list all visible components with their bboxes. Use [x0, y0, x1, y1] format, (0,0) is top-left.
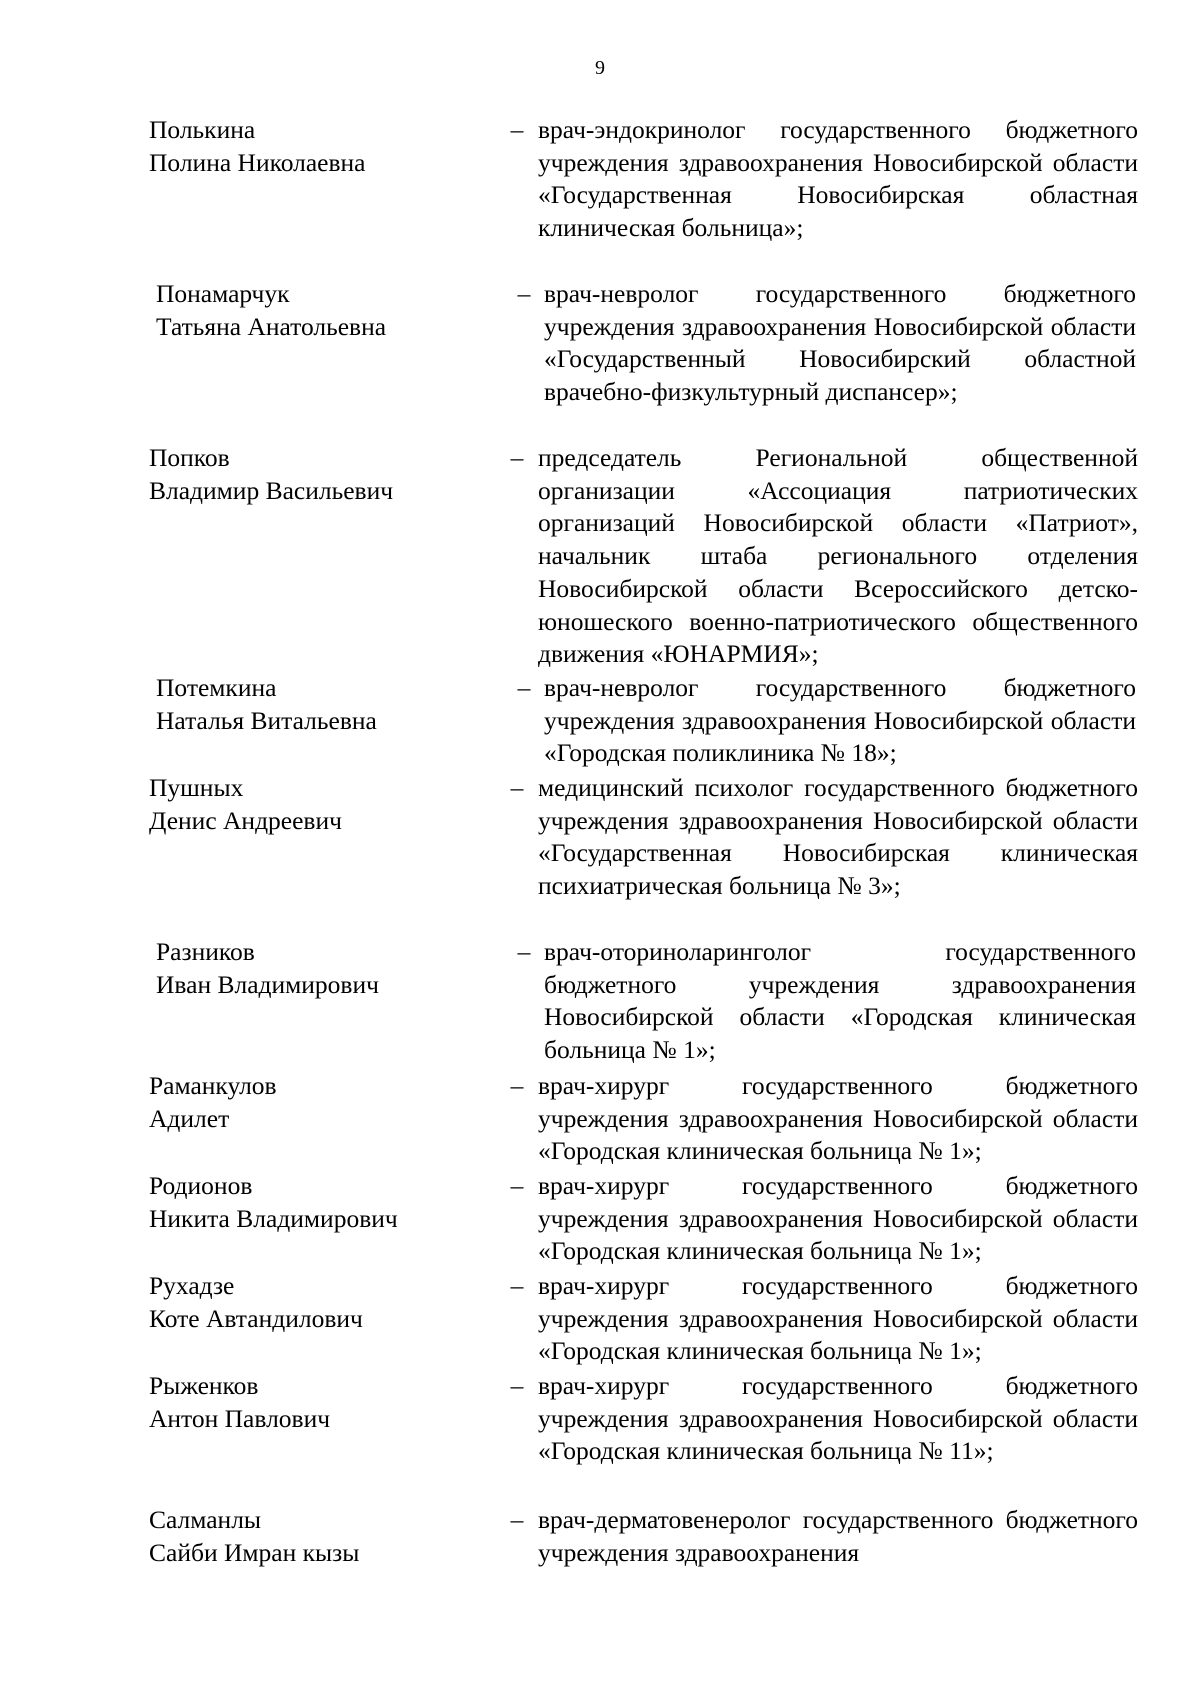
surname: Рухадзе [149, 1271, 235, 1300]
given-names: Коте Автандилович [149, 1303, 363, 1333]
dash-separator: – [510, 1505, 524, 1534]
list-item [0, 278, 1200, 438]
person-name [149, 1170, 479, 1235]
surname: Потемкина [156, 673, 277, 702]
given-names: Антон Павлович [149, 1403, 331, 1433]
person-name [149, 1504, 479, 1569]
dash-separator: – [517, 937, 531, 966]
dash-separator: – [510, 1171, 524, 1200]
position-description: врач-дерматовенеролог государственного бюджетного учреждения здравоохранения [538, 1505, 1138, 1567]
surname: Разников [156, 937, 255, 966]
position-description: врач-хирург государственного бюджетного учреждения здравоохранения Новосибирской области «Городская клиническая больница № 1»; [538, 1171, 1138, 1266]
dash-separator: – [510, 1371, 524, 1400]
surname: Рыженков [149, 1371, 259, 1400]
list-item [0, 442, 1200, 668]
position-description: врач-невролог государственного бюджетного учреждения здравоохранения Новосибирской области «Государственный Новосибирский областной врачебно-физкультурный диспансер»; [544, 279, 1136, 407]
given-names: Полина Николаевна [149, 147, 366, 177]
person-name [156, 672, 486, 737]
position-description: председатель Региональной общественной организации «Ассоциация патриотических организаций Новосибирской области «Патриот», начальник штаба регионального отделения Новосибирской области Всероссийского детско-юношеского военно-патриотического общественного движения «ЮНАРМИЯ»; [538, 443, 1138, 669]
list-item [0, 672, 1200, 768]
surname: Родионов [149, 1171, 253, 1200]
position-description: врач-оториноларинголог государственного бюджетного учреждения здравоохранения Новосибирской области «Городская клиническая больница № 1»; [544, 937, 1136, 1065]
person-name [149, 1070, 479, 1135]
list-item [0, 772, 1200, 932]
surname: Понамарчук [156, 279, 290, 308]
dash-separator: – [510, 443, 524, 472]
given-names: Сайби Имран кызы [149, 1537, 360, 1567]
dash-separator: – [510, 1271, 524, 1300]
given-names: Адилет [149, 1103, 230, 1133]
dash-separator: – [510, 773, 524, 802]
given-names: Иван Владимирович [156, 969, 379, 999]
member-list [0, 114, 1200, 1574]
dash-separator: – [517, 279, 531, 308]
given-names: Татьяна Анатольевна [156, 311, 387, 341]
surname: Раманкулов [149, 1071, 277, 1100]
list-item [0, 1070, 1200, 1166]
person-name [149, 772, 479, 837]
person-name [149, 114, 479, 179]
surname: Салманлы [149, 1505, 262, 1534]
given-names: Наталья Витальевна [156, 705, 377, 735]
list-item [0, 1504, 1200, 1570]
person-name [156, 936, 486, 1001]
list-item [0, 936, 1200, 1066]
list-item [0, 1270, 1200, 1366]
position-description: врач-хирург государственного бюджетного учреждения здравоохранения Новосибирской области «Городская клиническая больница № 1»; [538, 1271, 1138, 1366]
position-description: врач-эндокринолог государственного бюджетного учреждения здравоохранения Новосибирской области «Государственная Новосибирская областная клиническая больница»; [538, 115, 1138, 243]
position-description: врач-невролог государственного бюджетного учреждения здравоохранения Новосибирской области «Городская поликлиника № 18»; [544, 673, 1136, 768]
dash-separator: – [510, 115, 524, 144]
person-name [156, 278, 486, 343]
position-description: врач-хирург государственного бюджетного учреждения здравоохранения Новосибирской области «Городская клиническая больница № 1»; [538, 1071, 1138, 1166]
list-item [0, 114, 1200, 274]
dash-separator: – [510, 1071, 524, 1100]
surname: Попков [149, 443, 230, 472]
list-item [0, 1170, 1200, 1266]
position-description: врач-хирург государственного бюджетного учреждения здравоохранения Новосибирской области «Городская клиническая больница № 11»; [538, 1371, 1138, 1466]
given-names: Денис Андреевич [149, 805, 342, 835]
dash-separator: – [517, 673, 531, 702]
person-name [149, 1370, 479, 1435]
given-names: Владимир Васильевич [149, 475, 394, 505]
person-name [149, 442, 479, 507]
person-name [149, 1270, 479, 1335]
list-item [0, 1370, 1200, 1500]
surname: Полькина [149, 115, 256, 144]
position-description: медицинский психолог государственного бюджетного учреждения здравоохранения Новосибирской области «Государственная Новосибирская клиническая психиатрическая больница № 3»; [538, 773, 1138, 901]
given-names: Никита Владимирович [149, 1203, 398, 1233]
surname: Пушных [149, 773, 244, 802]
page-number: 9 [595, 57, 605, 79]
